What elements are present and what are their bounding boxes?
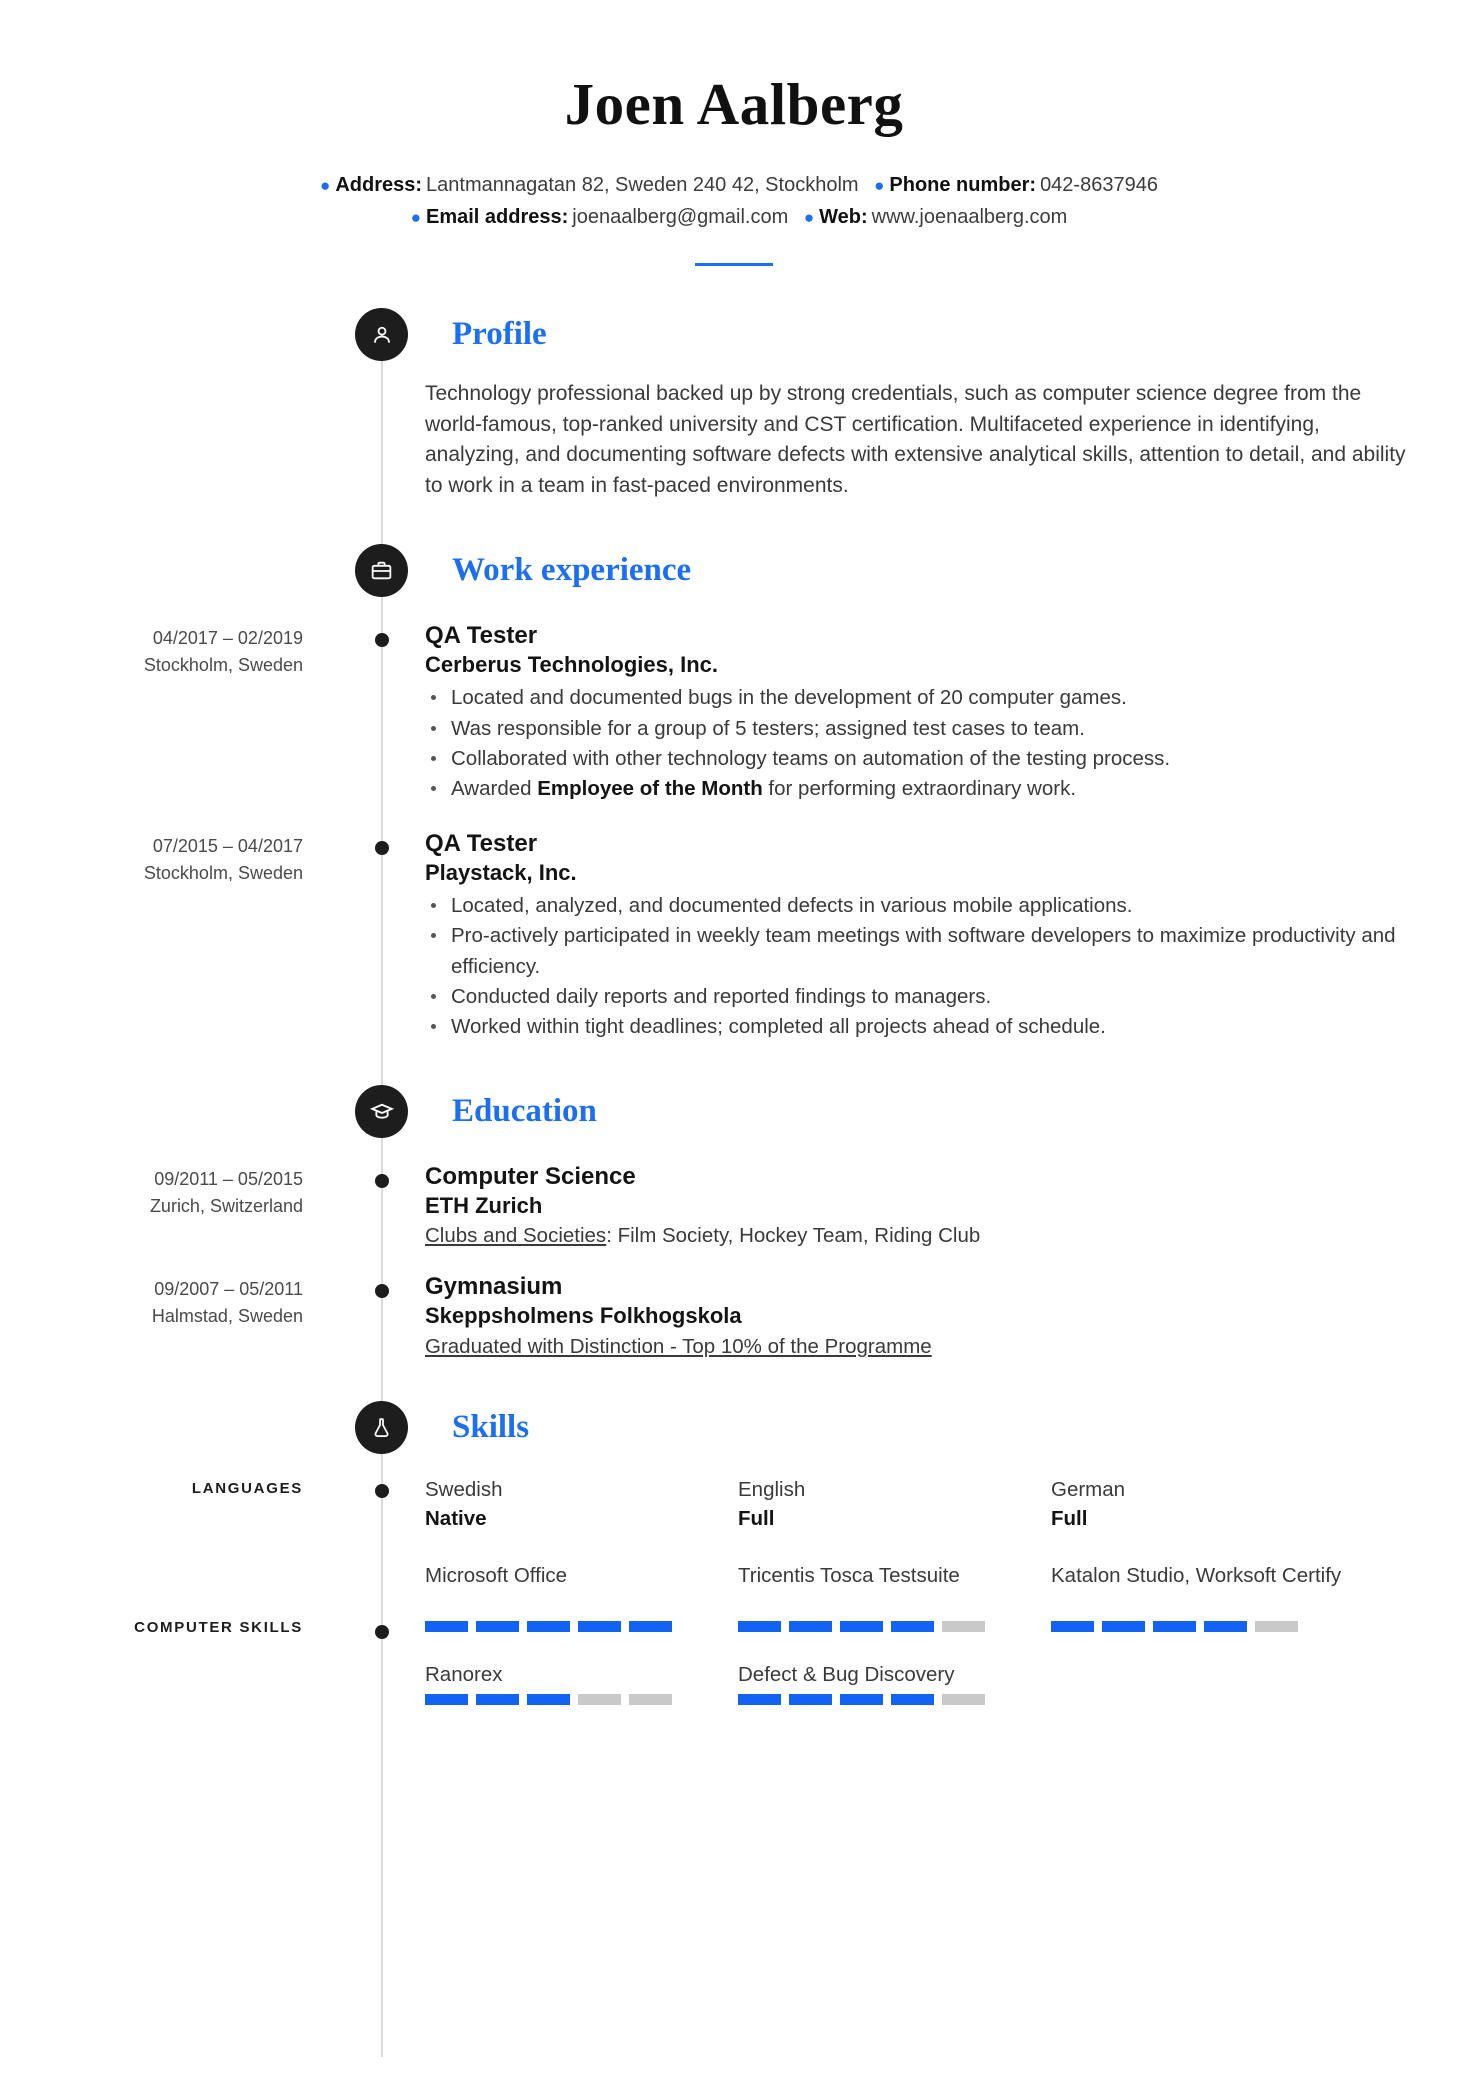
contact-block [0,169,1468,233]
employer-name: Cerberus Technologies, Inc. [425,651,718,677]
skill-rating-segment [738,1694,781,1705]
list-item: Conducted daily reports and reported findings to managers. [425,982,1408,1012]
work-entry-date: 04/2017 – 02/2019 Stockholm, Sweden [143,627,303,675]
education-note [425,1224,1408,1248]
person-icon [355,308,408,361]
section-header-profile [0,308,1468,361]
languages-label: LANGUAGES [191,1479,303,1497]
contact-phone: ● Phone number: 042-8637946 [874,174,1158,196]
skill-item: Defect & Bug Discovery [738,1662,1051,1705]
emphasis-text: Employee of the Month [537,777,763,801]
work-entry-body [355,829,1468,1043]
employer-name: Playstack, Inc. [425,859,577,885]
section-skills [0,1401,1468,1735]
list-item: Was responsible for a group of 5 testers; assigned test cases to team. [425,714,1408,744]
education-entry-date: 09/2007 – 05/2011 Halmstad, Sweden [151,1279,303,1327]
skill-rating-segment [1204,1621,1247,1632]
institution-name: ETH Zurich [425,1192,543,1218]
skill-rating-segment [891,1621,934,1632]
skill-rating-segment [789,1694,832,1705]
skill-item: Ranorex [425,1662,738,1705]
section-header-work [0,544,1468,597]
work-entry [0,621,1468,805]
education-note-underlined: Clubs and Societies [425,1224,607,1248]
section-header-skills [0,1401,1468,1454]
flask-icon [355,1401,408,1454]
skill-item: Katalon Studio, Worksoft Certify [1051,1563,1364,1632]
skill-rating-segment [942,1621,985,1632]
computer-skills-row [0,1563,1468,1735]
dot-icon: ● [410,208,421,228]
education-entry [0,1162,1468,1249]
dot-icon: ● [803,208,815,228]
skill-rating-segment [942,1694,985,1705]
section-work-experience [0,544,1468,1043]
languages-row [0,1476,1468,1533]
contact-email: ● Email address: joenaalberg@gmail.com [410,206,789,228]
language-item: Swedish Native [425,1477,503,1530]
skill-rating-segment [1051,1621,1094,1632]
skill-rating-segment [891,1694,934,1705]
skill-rating-segment [476,1621,519,1632]
section-title-skills: Skills [452,1408,530,1445]
degree-title: Computer Science [425,1162,636,1190]
job-bullets [425,891,1408,1043]
work-entry [0,829,1468,1043]
list-item: Awarded Employee of the Month for performing extraordinary work. [425,774,1408,804]
education-entry [0,1272,1468,1359]
skill-rating-segment [527,1694,570,1705]
contact-address: ● Address: Lantmannagatan 82, Sweden 240 42, Stockholm [320,174,859,196]
education-note-underlined: Graduated with Distinction - Top 10% of the Programme [425,1334,932,1358]
timeline-dot [375,633,389,647]
contact-line-2 [0,201,1468,233]
graduation-cap-icon [355,1085,408,1138]
skill-rating-segment [840,1694,883,1705]
job-title: QA Tester [425,621,538,649]
institution-name: Skeppsholmens Folkhogskola [425,1303,742,1329]
skill-item: Microsoft Office [425,1563,738,1632]
skill-rating-segment [425,1621,468,1632]
briefcase-icon [355,544,408,597]
skill-rating-segment [629,1621,672,1632]
contact-web: ● Web: www.joenaalberg.com [803,206,1068,228]
education-entry-body [355,1272,1468,1359]
timeline-dot [375,1484,389,1498]
skill-rating-segment [578,1621,621,1632]
header-divider [695,263,773,266]
dot-icon: ● [320,176,331,196]
skill-rating-bar [738,1621,1029,1632]
skill-rating-segment [578,1694,621,1705]
education-note [425,1335,1408,1359]
list-item: Located and documented bugs in the development of 20 computer games. [425,683,1408,713]
section-profile [0,308,1468,502]
languages-columns [355,1476,1468,1533]
page-title: Joen Aalberg [564,71,904,137]
computer-skills-columns [355,1563,1468,1735]
education-note-rest: : Film Society, Hockey Team, Riding Club [606,1224,981,1248]
timeline-dot [375,841,389,855]
skill-rating-bar [425,1621,716,1632]
list-item: Located, analyzed, and documented defects in various mobile applications. [425,891,1408,921]
work-entry-body [355,621,1468,805]
section-title-work: Work experience [452,551,692,588]
skill-rating-bar [1051,1621,1342,1632]
language-item: German Full [1051,1477,1126,1530]
language-item: English Full [738,1477,806,1530]
job-bullets [425,683,1408,804]
skill-rating-bar [425,1694,716,1705]
dot-icon: ● [874,176,885,196]
skill-rating-segment [738,1621,781,1632]
skill-rating-segment [1255,1621,1298,1632]
job-title: QA Tester [425,829,538,857]
skill-rating-segment [840,1621,883,1632]
skill-rating-segment [1102,1621,1145,1632]
profile-text: Technology professional backed up by strong credentials, such as computer science degree from the world-famous, top-ranked university and CST certification. Multifaceted experience in identifying, analyzing, and documenting software defects with extensive analytical skills, attention to detail, and ability to work in a team in fast-paced environments. [425,382,1406,497]
skill-rating-segment [527,1621,570,1632]
skill-rating-segment [476,1694,519,1705]
skill-rating-bar [738,1694,1029,1705]
section-education [0,1085,1468,1359]
skill-rating-segment [789,1621,832,1632]
skill-rating-segment [629,1694,672,1705]
education-entry-date: 09/2011 – 05/2015 Zurich, Switzerland [149,1168,303,1216]
degree-title: Gymnasium [425,1273,563,1301]
work-entry-date: 07/2015 – 04/2017 Stockholm, Sweden [143,835,303,883]
list-item: Pro-actively participated in weekly team meetings with software developers to maximize productivity and efficiency. [425,921,1408,982]
skill-rating-segment [425,1694,468,1705]
list-item: Collaborated with other technology teams on automation of the testing process. [425,744,1408,774]
section-title-profile: Profile [452,316,547,352]
section-header-education [0,1085,1468,1138]
education-entry-body [355,1162,1468,1249]
computer-skills-label: COMPUTER SKILLS [134,1619,303,1637]
skill-item: Tricentis Tosca Testsuite [738,1563,1051,1632]
timeline-dot [375,1174,389,1188]
list-item: Worked within tight deadlines; completed all projects ahead of schedule. [425,1012,1408,1042]
contact-line-1 [0,169,1468,201]
skill-rating-segment [1153,1621,1196,1632]
section-title-education: Education [452,1092,597,1129]
